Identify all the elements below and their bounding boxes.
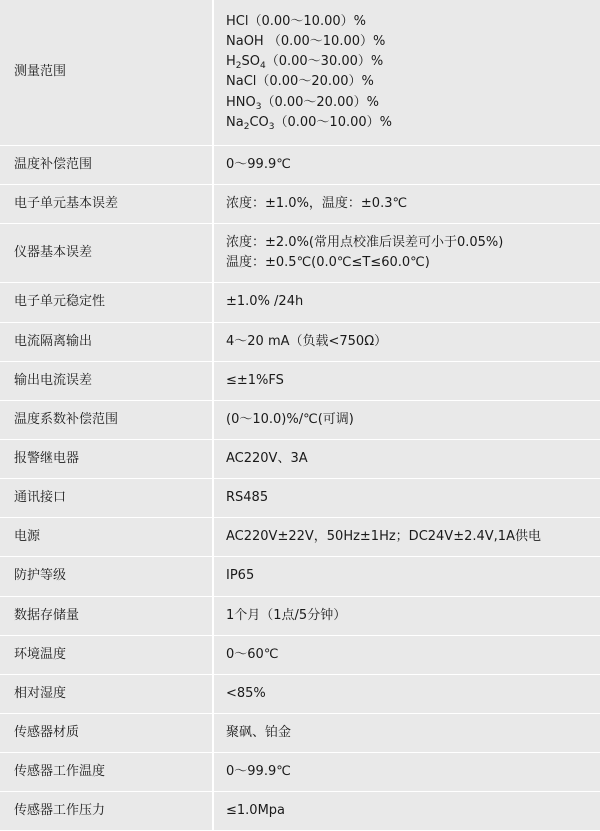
row-label: 电流隔离输出 xyxy=(0,322,213,361)
row-label: 电子单元基本误差 xyxy=(0,184,213,223)
row-label: 电子单元稳定性 xyxy=(0,283,213,322)
formula-subscript: 4 xyxy=(260,61,266,72)
table-row xyxy=(0,635,600,674)
formula-part: Na xyxy=(226,114,244,130)
formula-subscript: 2 xyxy=(235,61,242,72)
row-label: 防护等级 xyxy=(0,557,213,596)
formula-part: （0.00～30.00）% xyxy=(265,54,384,70)
row-label: 相对湿度 xyxy=(0,674,213,713)
table-row xyxy=(0,753,600,792)
row-label: 传感器工作压力 xyxy=(0,792,213,831)
table-row xyxy=(0,400,600,439)
row-value: 4～20 mA（负载<750Ω） xyxy=(213,322,600,361)
row-value: ≤±1%FS xyxy=(213,361,600,400)
row-value: RS485 xyxy=(213,479,600,518)
measure-range-line: NaOH （0.00～10.00）% xyxy=(226,34,386,50)
table-row xyxy=(0,283,600,322)
row-value-line: 温度：±0.5℃(0.0℃≤T≤60.0℃) xyxy=(226,255,430,271)
row-label: 环境温度 xyxy=(0,635,213,674)
row-label: 测量范围 xyxy=(0,0,213,145)
formula-part: （0.00～10.00）% xyxy=(274,114,392,130)
table-row xyxy=(0,557,600,596)
table-row xyxy=(0,361,600,400)
row-label: 温度系数补偿范围 xyxy=(0,400,213,439)
formula-part: HNO xyxy=(226,94,256,110)
formula-part: SO xyxy=(241,54,260,70)
table-row xyxy=(0,596,600,635)
row-label: 传感器工作温度 xyxy=(0,753,213,792)
table-row xyxy=(0,439,600,478)
row-value: AC220V±22V，50Hz±1Hz；DC24V±2.4V,1A供电 xyxy=(213,518,600,557)
row-label: 输出电流误差 xyxy=(0,361,213,400)
row-value: AC220V、3A xyxy=(213,439,600,478)
row-value: 浓度：±1.0%，温度：±0.3℃ xyxy=(213,184,600,223)
row-label: 温度补偿范围 xyxy=(0,145,213,184)
row-value xyxy=(213,224,600,283)
row-value: 聚砜、铂金 xyxy=(213,713,600,752)
table-row xyxy=(0,479,600,518)
table-row xyxy=(0,518,600,557)
row-value: 0～99.9℃ xyxy=(213,753,600,792)
table-row xyxy=(0,713,600,752)
row-value-line: 浓度：±2.0%(常用点校准后误差可小于0.05%) xyxy=(226,235,504,251)
formula-subscript: 3 xyxy=(268,121,275,132)
measure-range-line xyxy=(226,113,600,133)
row-label: 通讯接口 xyxy=(0,479,213,518)
row-value: 0～60℃ xyxy=(213,635,600,674)
row-value: 1个月（1点/5分钟） xyxy=(213,596,600,635)
formula-subscript: 3 xyxy=(255,101,262,112)
measure-range-line: HCl（0.00～10.00）% xyxy=(226,14,366,29)
table-row xyxy=(0,322,600,361)
row-label: 电源 xyxy=(0,518,213,557)
measure-range-line xyxy=(226,52,600,72)
row-value: <85% xyxy=(213,674,600,713)
row-value: ≤1.0Mpa xyxy=(213,792,600,831)
row-label: 传感器材质 xyxy=(0,713,213,752)
formula-part: CO xyxy=(249,114,269,130)
row-label: 报警继电器 xyxy=(0,439,213,478)
row-value: IP65 xyxy=(213,557,600,596)
formula-subscript: 2 xyxy=(243,121,250,132)
row-value: ±1.0% /24h xyxy=(213,283,600,322)
table-row xyxy=(0,674,600,713)
row-label: 仪器基本误差 xyxy=(0,224,213,283)
formula-part: （0.00～20.00）% xyxy=(261,94,379,110)
measure-range-line: NaCl（0.00～20.00）% xyxy=(226,74,374,90)
table-row xyxy=(0,145,600,184)
row-label: 数据存储量 xyxy=(0,596,213,635)
table-row xyxy=(0,0,600,145)
table-row xyxy=(0,224,600,283)
row-value: (0～10.0)%/℃(可调) xyxy=(213,400,600,439)
formula-part: H xyxy=(226,54,236,70)
table-row xyxy=(0,184,600,223)
row-value: 0～99.9℃ xyxy=(213,145,600,184)
row-value xyxy=(213,0,600,145)
table-row xyxy=(0,792,600,831)
measure-range-line xyxy=(226,93,600,113)
